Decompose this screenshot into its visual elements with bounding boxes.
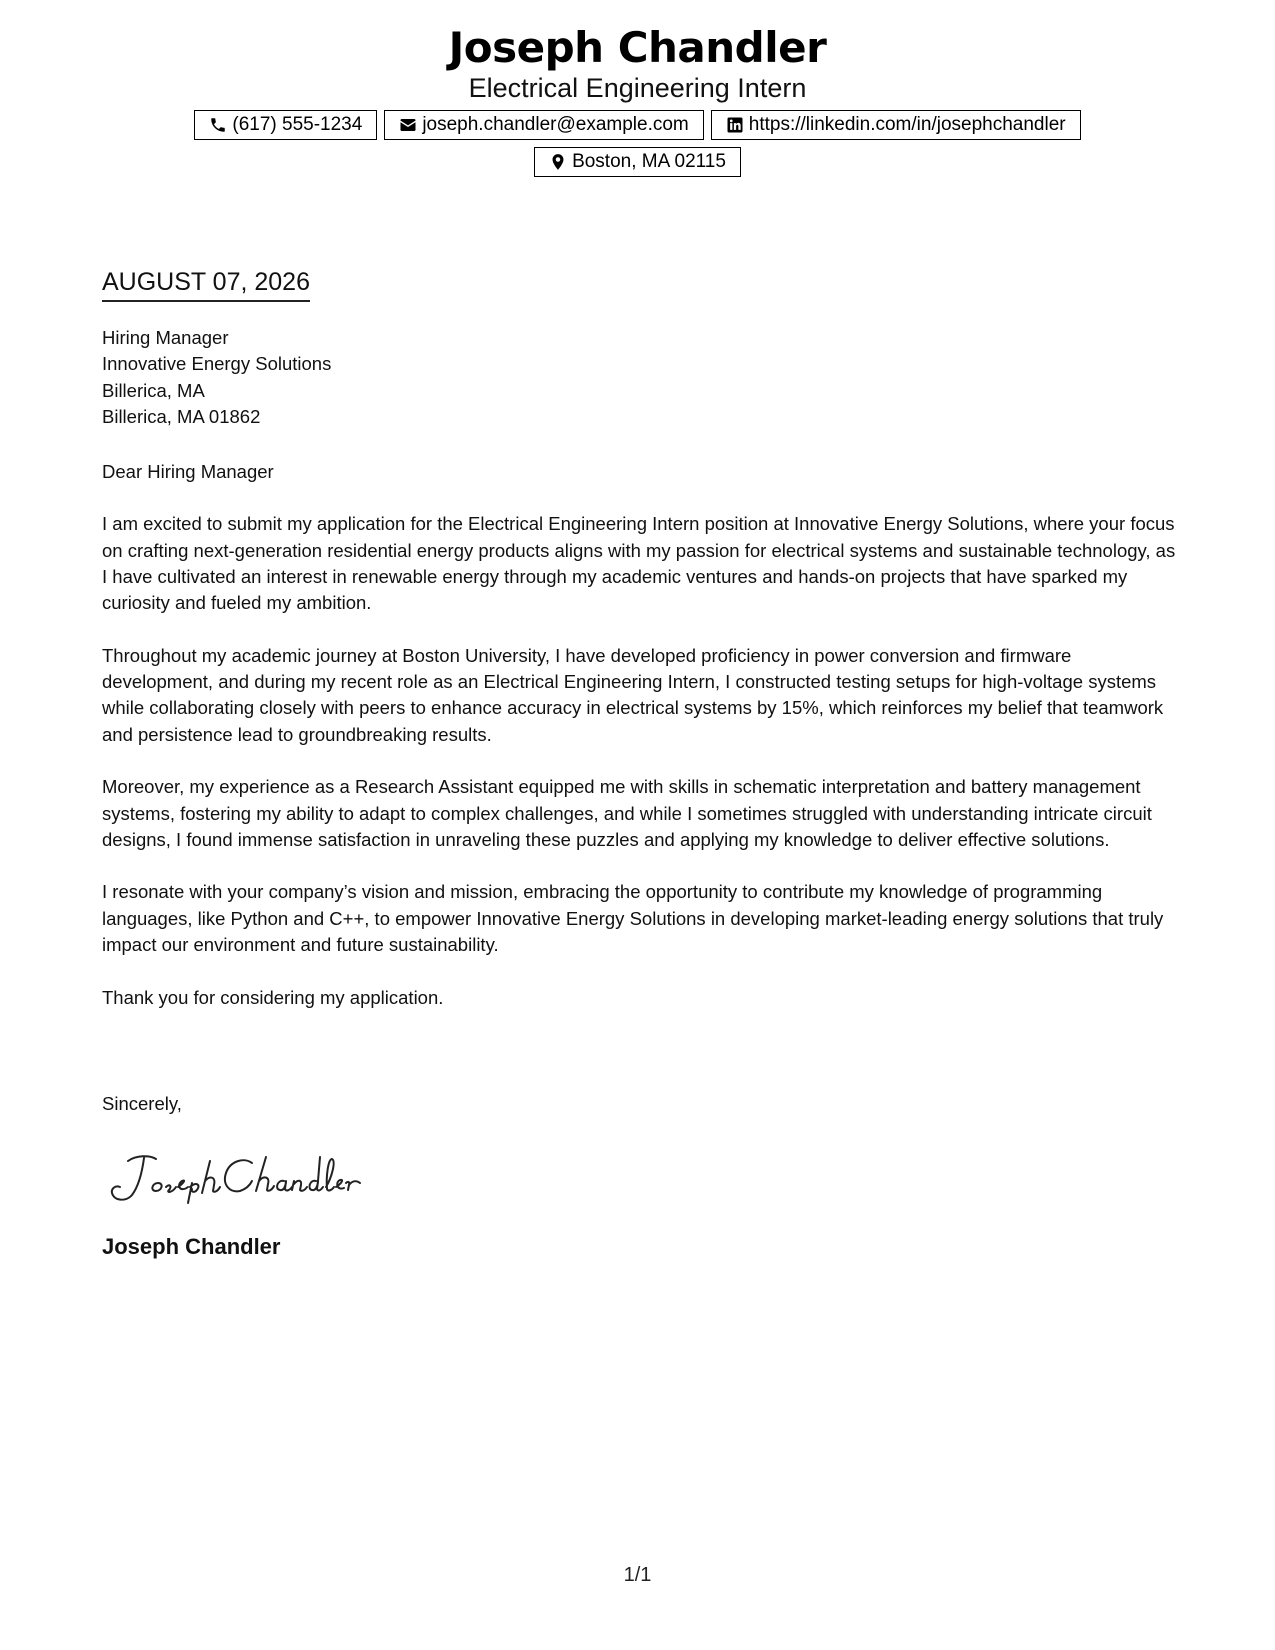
signer-name: Joseph Chandler (102, 1234, 281, 1259)
phone-contact[interactable] (194, 110, 377, 140)
letter-body (102, 459, 1182, 1037)
recipient-line: Billerica, MA 01862 (102, 405, 261, 427)
phone-icon (209, 116, 227, 134)
linkedin-contact[interactable] (711, 110, 1081, 140)
recipient-line: Hiring Manager (102, 327, 229, 348)
recipient-block (102, 325, 331, 430)
body-paragraph: Throughout my academic journey at Boston University, I have developed proficiency in power conversion and firmware development, and during my recent role as an Electrical Engineering Intern, I constructed testing setups for high-voltage systems while collaborating closely with peers to enhance accuracy in electrical systems by 15%, which reinforces my belief that teamwork and persistence lead to groundbreaking results. (102, 644, 1164, 745)
page-number: 1/1 (623, 1564, 652, 1586)
email-contact[interactable] (384, 110, 703, 140)
location-text: Boston, MA 02115 (572, 151, 726, 172)
body-paragraph: I resonate with your company’s vision and mission, embracing the opportunity to contribute my knowledge of programming languages, like Python and C++, to empower Innovative Energy Solutions in developing market-leading energy solutions that truly impact our environment and future sustainability. (102, 881, 1164, 956)
linkedin-text: https://linkedin.com/in/josephchandler (748, 114, 1066, 135)
body-paragraph: I am excited to submit my application for the Electrical Engineering Intern position at Innovative Energy Solutions, where your focus on crafting next-generation residential energy products aligns with my passion for electrical systems and sustainable technology, as I have cultivated an interest in renewable energy through my academic ventures and hands-on projects that have sparked my curiosity and fueled my ambition. (102, 513, 1176, 614)
email-text: joseph.chandler@example.com (422, 114, 689, 135)
body-paragraph: Moreover, my experience as a Research Assistant equipped me with skills in schematic interpretation and battery management systems, fostering my ability to adapt to complex challenges, and while I sometimes struggled with understanding intricate circuit designs, I found immense satisfaction in unraveling these puzzles and applying my knowledge to deliver effective solutions. (102, 776, 1152, 850)
map-marker-icon (549, 153, 567, 171)
handwritten-signature (106, 1147, 366, 1207)
applicant-title: Electrical Engineering Intern (468, 73, 807, 103)
letter-header (0, 22, 1275, 177)
applicant-name: Joseph Chandler (448, 23, 827, 72)
recipient-line: Innovative Energy Solutions (102, 353, 332, 375)
closing: Sincerely, (102, 1093, 182, 1114)
recipient-line: Billerica, MA (102, 379, 205, 401)
salutation: Dear Hiring Manager (102, 461, 274, 482)
contact-row (0, 110, 1275, 140)
envelope-icon (399, 116, 417, 134)
location-contact (534, 147, 741, 177)
letter-date: AUGUST 07, 2026 (102, 266, 310, 302)
contact-row-location (0, 147, 1275, 177)
linkedin-icon (726, 116, 744, 134)
phone-text: (617) 555-1234 (232, 114, 363, 135)
body-paragraph: Thank you for considering my application. (102, 986, 444, 1008)
